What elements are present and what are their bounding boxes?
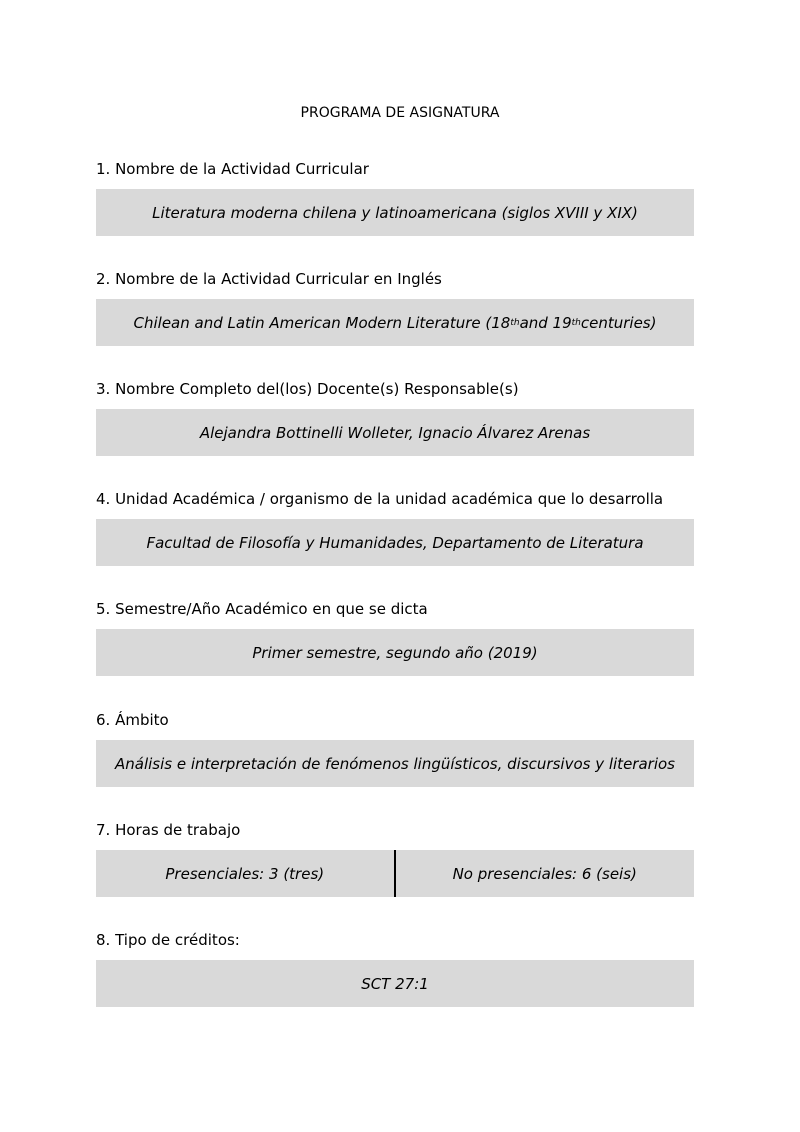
page-title: PROGRAMA DE ASIGNATURA xyxy=(300,105,500,121)
section-scope xyxy=(96,711,694,787)
english-name-middle: and 19 xyxy=(519,313,572,332)
scope-value: Análisis e interpretación de fenómenos lingüísticos, discursivos y literarios xyxy=(96,740,694,787)
activity-name-value: Literatura moderna chilena y latinoamericana (siglos XVIII y XIX) xyxy=(96,189,694,236)
english-name-prefix: Chilean and Latin American Modern Literature (18 xyxy=(133,313,511,332)
instructors-value: Alejandra Bottinelli Wolleter, Ignacio Álvarez Arenas xyxy=(96,409,694,456)
section-heading: 6. Ámbito xyxy=(96,711,169,729)
section-heading: 3. Nombre Completo del(los) Docente(s) Responsable(s) xyxy=(96,380,519,398)
in-person-hours: Presenciales: 3 (tres) xyxy=(96,850,394,897)
section-work-hours xyxy=(96,821,694,897)
section-activity-name xyxy=(96,160,694,236)
section-heading: 7. Horas de trabajo xyxy=(96,821,241,839)
section-heading: 2. Nombre de la Actividad Curricular en Inglés xyxy=(96,270,442,288)
activity-name-english-value: Chilean and Latin American Modern Literature (18 th and 19 th centuries) xyxy=(96,299,694,346)
section-instructors xyxy=(96,380,694,456)
academic-unit-value: Facultad de Filosofía y Humanidades, Departamento de Literatura xyxy=(96,519,694,566)
section-academic-unit xyxy=(96,490,694,566)
section-heading: 1. Nombre de la Actividad Curricular xyxy=(96,160,369,178)
section-semester xyxy=(96,600,694,676)
work-hours-table xyxy=(96,850,694,897)
semester-value: Primer semestre, segundo año (2019) xyxy=(96,629,694,676)
section-heading: 8. Tipo de créditos: xyxy=(96,931,240,949)
section-activity-name-english xyxy=(96,270,694,346)
section-credit-type xyxy=(96,931,694,1007)
remote-hours: No presenciales: 6 (seis) xyxy=(396,850,695,897)
english-name-suffix: centuries) xyxy=(580,313,657,332)
section-heading: 5. Semestre/Año Académico en que se dicta xyxy=(96,600,428,618)
credit-type-value: SCT 27:1 xyxy=(96,960,694,1007)
section-heading: 4. Unidad Académica / organismo de la unidad académica que lo desarrolla xyxy=(96,490,664,508)
